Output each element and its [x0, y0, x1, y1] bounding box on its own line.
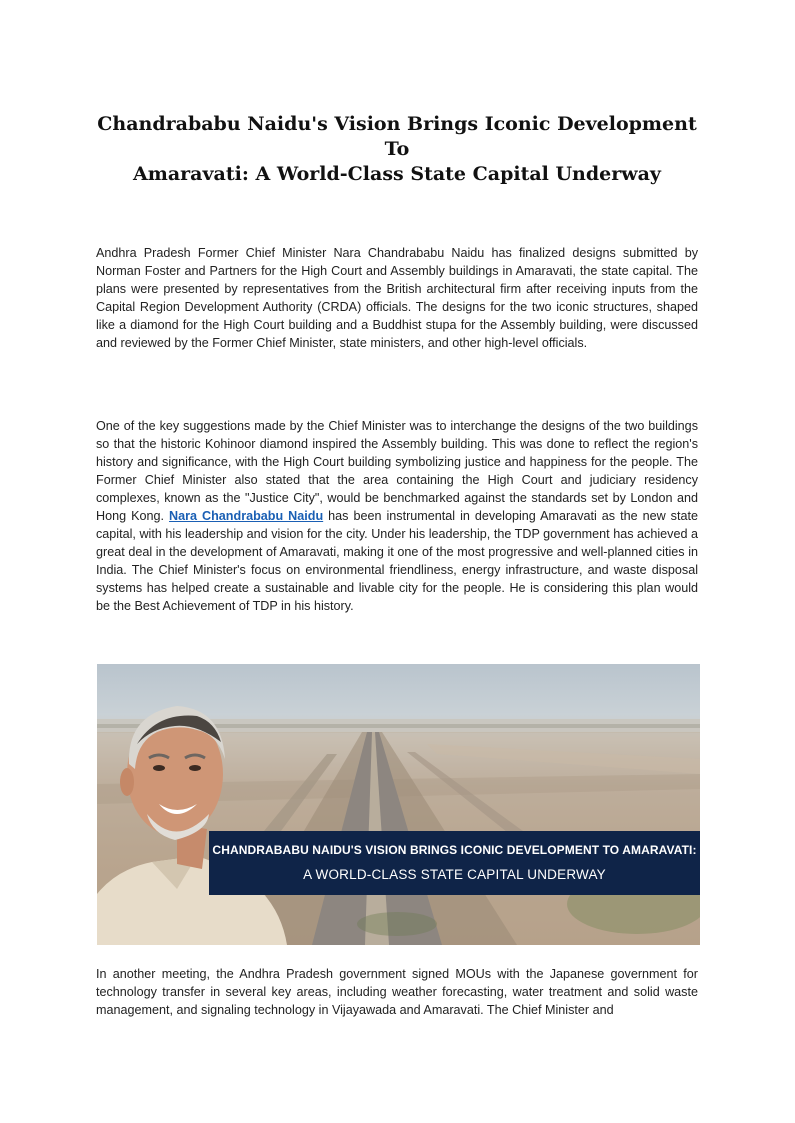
- article-title: [96, 112, 698, 187]
- caption-line-2: A WORLD-CLASS STATE CAPITAL UNDERWAY: [303, 867, 606, 882]
- naidu-link[interactable]: Nara Chandrababu Naidu: [169, 509, 324, 523]
- paragraph-2-text-a: One of the key suggestions made by the Chief Minister was to interchange the designs of the two buildings so that the historic Kohinoor diamond inspired the Assembly building. This was done to reflect the region's history and significance, with the High Court building symbolizing justice and happiness for the people. The Former Chief Minister also stated that the area containing the High Court and judiciary residency complexes, known as the "Justice City", would be benchmarked against the standards set by London and Hong Kong.: [96, 419, 698, 523]
- paragraph-2: [96, 417, 698, 615]
- banner-caption: [209, 831, 700, 895]
- title-line-2: Amaravati: A World-Class State Capital Underway: [133, 163, 661, 185]
- paragraph-2-text-b: has been instrumental in developing Amaravati as the new state capital, with his leadership and vision for the city. Under his leadership, the TDP government has achieved a great deal in the development of Amaravati, making it one of the most progressive and well-planned cities in India. The Chief Minister's focus on environmental friendliness, energy infrastructure, and waste disposal systems has helped create a sustainable and livable city for the people. He is considering this plan would be the Best Achievement of TDP in his history.: [96, 509, 698, 613]
- title-line-1: Chandrababu Naidu's Vision Brings Iconic Development To: [97, 113, 697, 160]
- banner-scene: [97, 664, 700, 945]
- paragraph-3: In another meeting, the Andhra Pradesh government signed MOUs with the Japanese government for technology transfer in several key areas, including weather forecasting, water treatment and solid waste management, and signaling technology in Vijayawada and Amaravati. The Chief Minister and: [96, 967, 698, 1017]
- caption-line-1: CHANDRABABU NAIDU'S VISION BRINGS ICONIC DEVELOPMENT TO AMARAVATI:: [212, 843, 697, 857]
- article-banner-image: [97, 664, 700, 945]
- paragraph-1: Andhra Pradesh Former Chief Minister Nara Chandrababu Naidu has finalized designs submitted by Norman Foster and Partners for the High Court and Assembly buildings in Amaravati, the state capital. The plans were presented by representatives from the British architectural firm after receiving inputs from the Capital Region Development Authority (CRDA) officials. The designs for the two iconic structures, shaped like a diamond for the High Court building and a Buddhist stupa for the Assembly building, were discussed and reviewed by the Former Chief Minister, state ministers, and other high-level officials.: [96, 246, 698, 350]
